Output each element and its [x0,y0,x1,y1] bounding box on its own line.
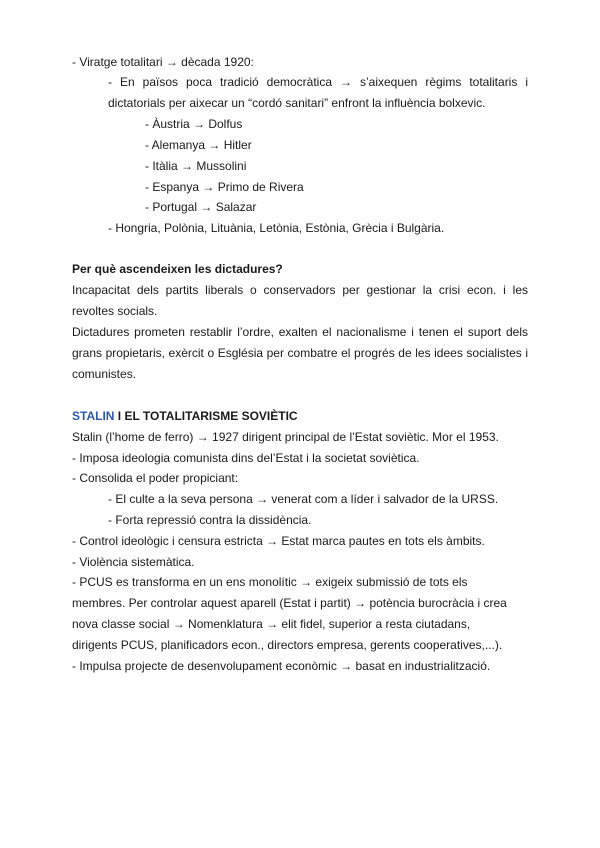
country-item: - Itàlia → Mussolini [145,159,247,173]
stalin-line: - Impulsa projecte de desenvolupament econòmic → basat en industrialització. [72,659,491,673]
dictadures-heading: Per què ascendeixen les dictadures? [72,262,283,276]
stalin-line: - Control ideològic i censura estricta → Estat marca pautes en tots els àmbits. [72,534,485,548]
stalin-line: - Consolida el poder propiciant: [72,471,239,485]
stalin-line: membres. Per controlar aquest aparell (Estat i partit) → potència burocràcia i crea [72,596,507,610]
stalin-line: - Imposa ideologia comunista dins del’Estat i la societat soviètica. [72,451,420,465]
dictadures-para1: Incapacitat dels partits liberals o conservadors per gestionar la crisi econ. i les revoltes socials. [72,283,528,318]
viratge-intro: - En països poca tradició democràtica → s’aixequen règims totalitaris i dictatorials per aixecar un “cordó sanitari” enfront la influència bolxevic. [108,75,528,110]
dictadures-para2: Dictadures prometen restablir l’ordre, exalten el nacionalisme i tenen el suport dels grans propietaris, exèrcit o Església per combatre el progrés de les idees socialistes i comunistes. [72,325,528,381]
country-item: - Portugal → Salazar [145,200,257,214]
stalin-line: - PCUS es transforma en un ens monolític → exigeix submissió de tots els [72,575,468,589]
viratge-title: - Viratge totalitari → dècada 1920: [72,55,254,69]
country-item: - Alemanya → Hitler [145,138,252,152]
stalin-line: Stalin (l’home de ferro) → 1927 dirigent principal de l’Estat soviètic. Mor el 1953. [72,430,499,444]
stalin-subitem: - Forta repressió contra la dissidència. [108,513,312,527]
stalin-subitem: - El culte a la seva persona → venerat com a líder i salvador de la URSS. [108,492,499,506]
stalin-line: - Violència sistemàtica. [72,555,195,569]
country-item: - Espanya → Primo de Rivera [145,180,304,194]
stalin-heading [72,406,298,427]
stalin-line: nova classe social → Nomenklatura → elit fidel, superior a resta ciutadans, [72,617,471,631]
country-item: - Àustria → Dolfus [145,117,243,131]
stalin-line: dirigents PCUS, planificadors econ., directors empresa, gerents cooperatives,...). [72,638,503,652]
stalin-heading-rest: I EL TOTALITARISME SOVIÈTIC [114,409,298,423]
other-countries: - Hongria, Polònia, Lituània, Letònia, Estònia, Grècia i Bulgària. [108,221,445,235]
stalin-heading-highlight: STALIN [72,409,115,423]
